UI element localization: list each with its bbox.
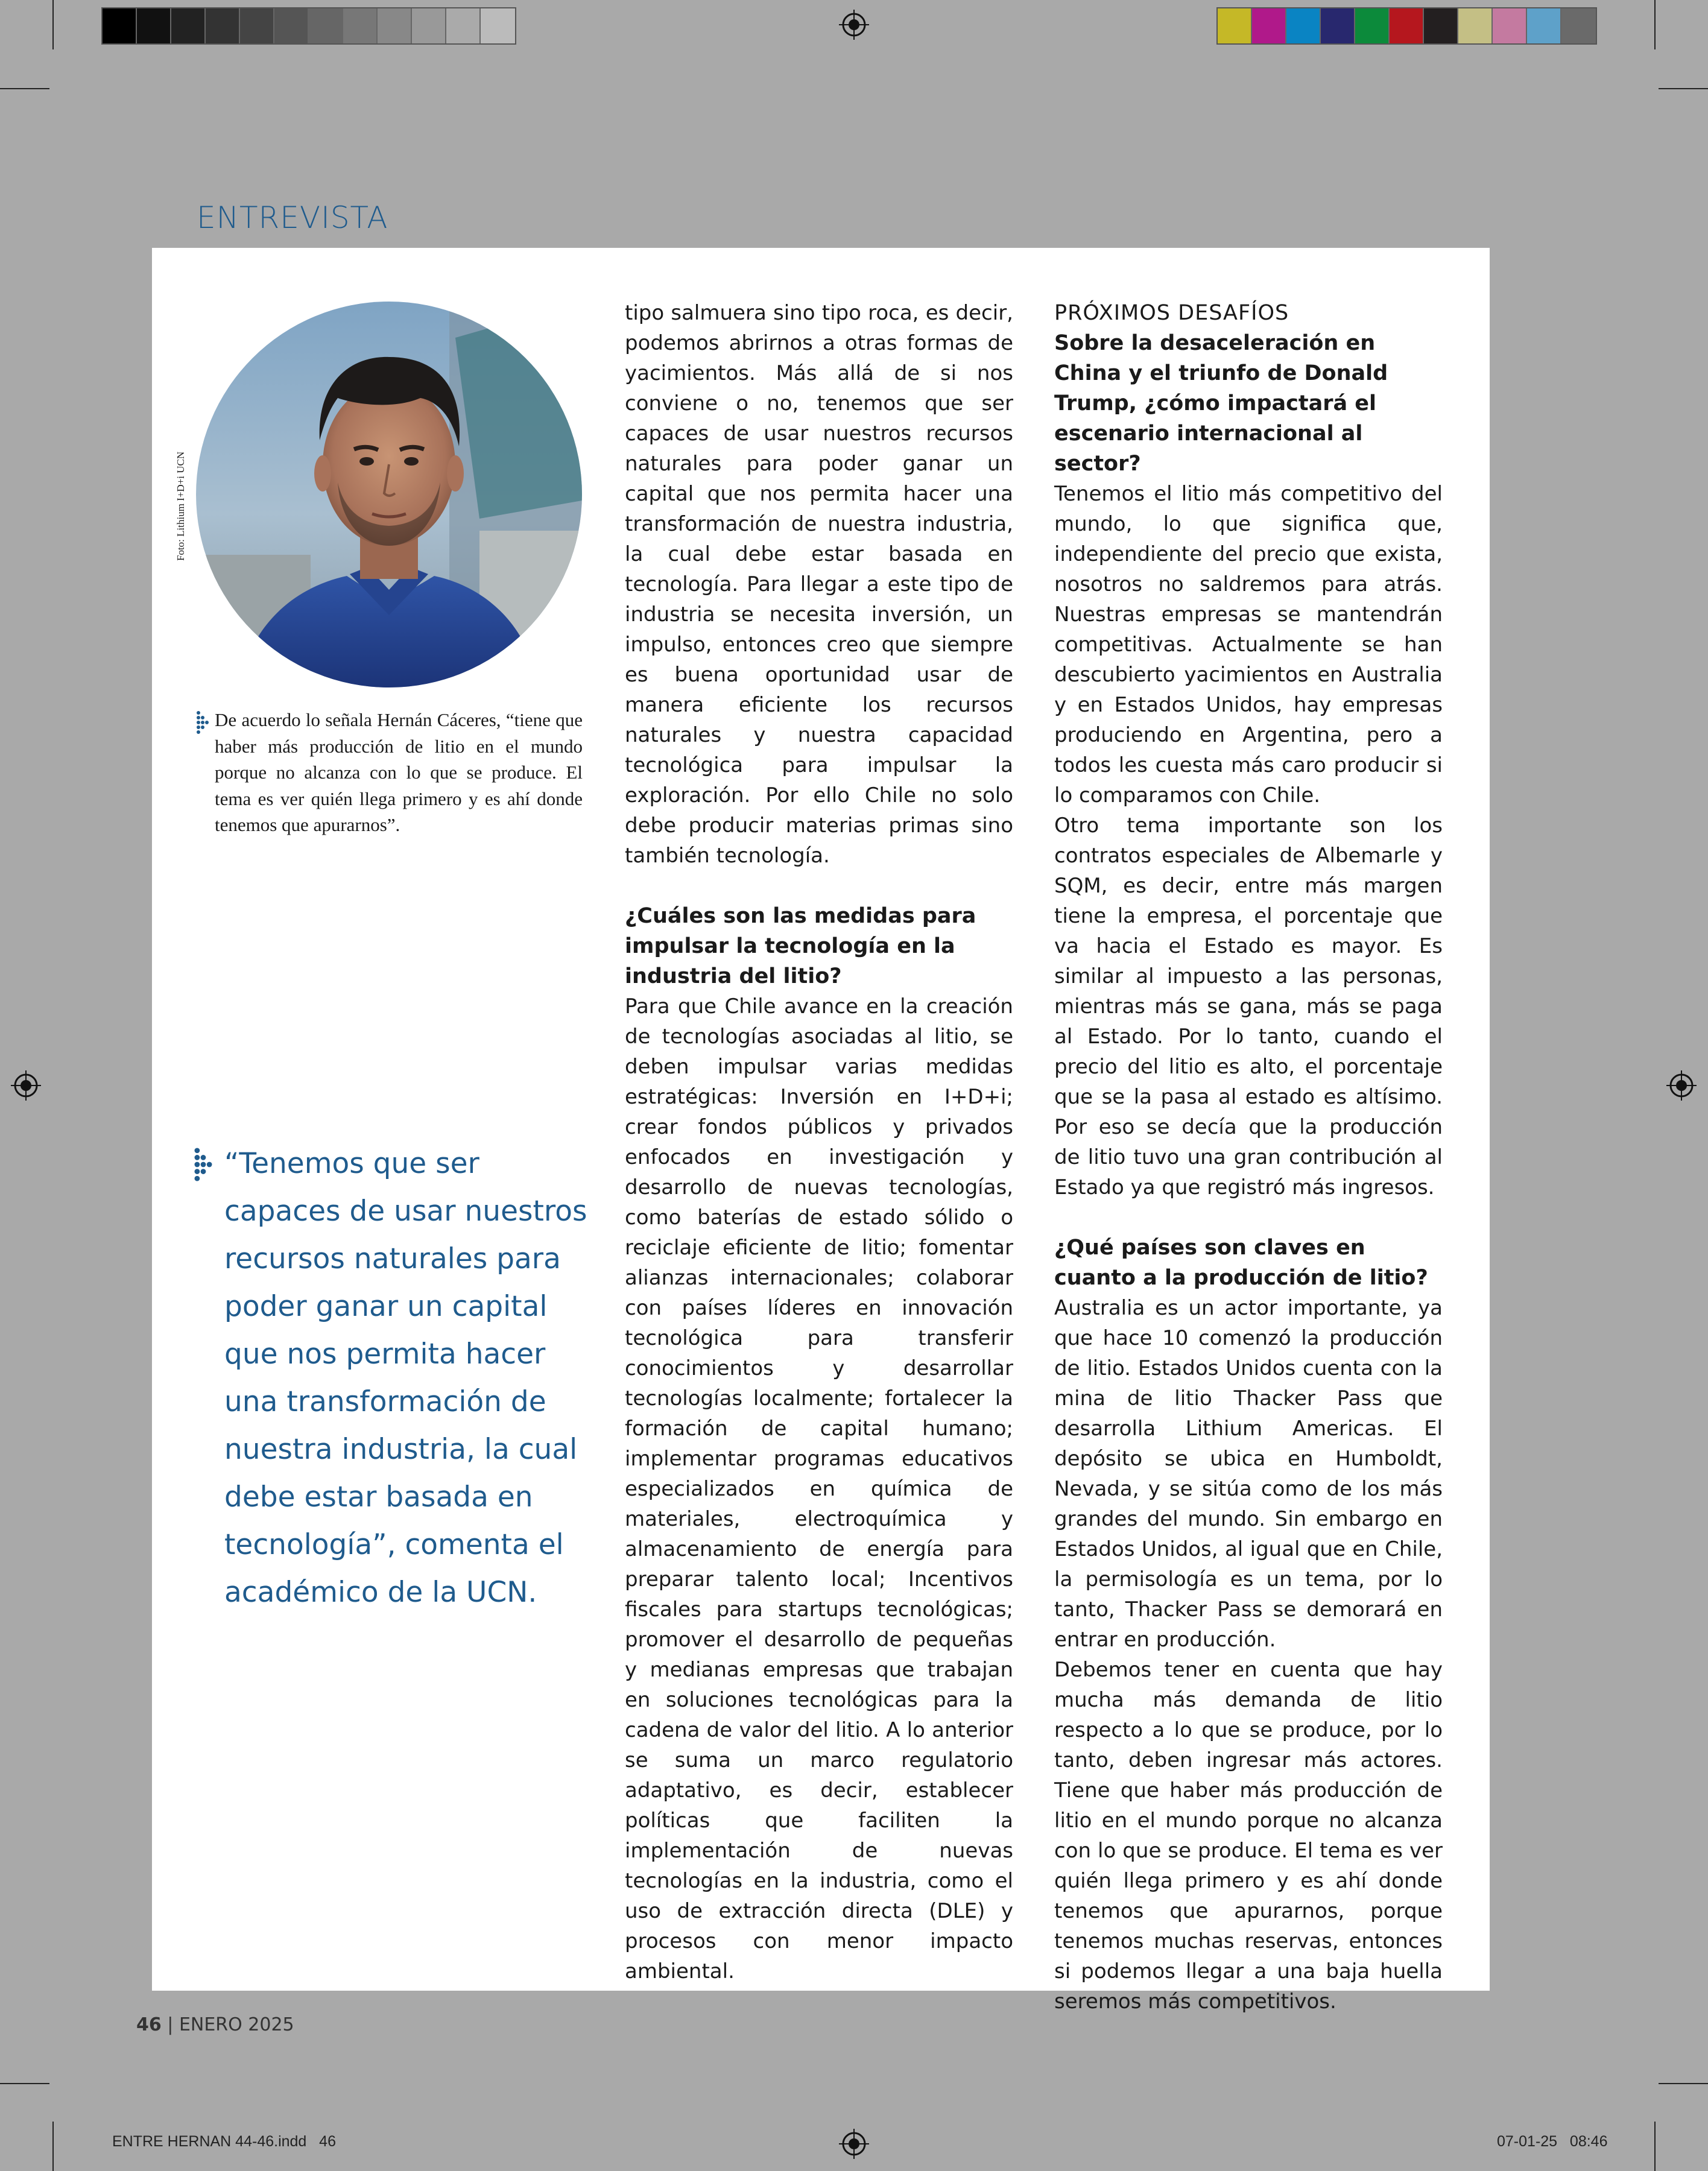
slug-timestamp: 07-01-25 08:46 xyxy=(1497,2133,1608,2150)
cmyk-color-bar xyxy=(1216,7,1597,45)
grayscale-color-bar xyxy=(101,7,516,45)
section-label: ENTREVISTA xyxy=(197,200,388,235)
color-swatch xyxy=(1321,8,1355,43)
registration-mark-icon xyxy=(11,1070,41,1101)
registration-mark-icon xyxy=(839,10,869,40)
photo-credit: Foto: Lithium I+D+i UCN xyxy=(175,451,186,561)
crop-mark xyxy=(1659,2083,1708,2084)
crop-mark xyxy=(0,88,49,89)
registration-mark-icon xyxy=(839,2129,869,2159)
gray-swatch xyxy=(274,8,309,43)
gray-swatch xyxy=(446,8,481,43)
dotted-arrow-bullet-icon xyxy=(197,710,209,735)
crop-mark xyxy=(52,0,54,49)
article-column-3 xyxy=(1054,298,1443,2017)
interview-question: ¿Cuáles son las medidas para impulsar la tecnología en la industria del litio? xyxy=(625,904,976,988)
gray-swatch xyxy=(137,8,171,43)
color-swatch xyxy=(1561,8,1596,43)
crop-mark xyxy=(1659,88,1708,89)
gray-swatch xyxy=(412,8,446,43)
body-paragraph: Debemos tener en cuenta que hay mucha más demanda de litio respecto a lo que se produce, por lo tanto, deben ingresar más actores. Tiene que haber más producción de litio en el mundo porque no alcanza con lo que se produce. El tema es ver quién llega primero y es ahí donde tenemos que apurarnos, porque tenemos muchas reservas, entonces si podemos llegar a una baja huella seremos más competitivos. xyxy=(1054,1658,1443,2014)
gray-swatch xyxy=(171,8,206,43)
gray-swatch xyxy=(309,8,343,43)
color-swatch xyxy=(1424,8,1458,43)
article-column-2 xyxy=(625,298,1013,1986)
gray-swatch xyxy=(378,8,412,43)
crop-mark xyxy=(52,2122,54,2171)
slug-filename: ENTRE HERNAN 44-46.indd 46 xyxy=(112,2133,336,2150)
gray-swatch xyxy=(103,8,137,43)
crop-mark xyxy=(0,2083,49,2084)
color-swatch xyxy=(1390,8,1424,43)
color-swatch xyxy=(1218,8,1252,43)
color-swatch xyxy=(1493,8,1527,43)
body-paragraph: Otro tema importante son los contratos especiales de Albemarle y SQM, es decir, entre más margen tiene la empresa, el porcentaje que va hacia el Estado es mayor. Es similar al impuesto a las personas, mientras más se gana, más se paga al Estado. Por lo tanto, cuando el precio del litio es alto, el porcentaje que se la pasa al estado es altísimo. Por eso se decía que la producción de litio tuvo una gran contribución al Estado ya que registró más ingresos. xyxy=(1054,814,1443,1199)
page-folio xyxy=(136,2014,294,2035)
color-swatch xyxy=(1286,8,1321,43)
interview-question: Sobre la desaceleración en China y el triunfo de Donald Trump, ¿cómo impactará el escenario internacional al sector? xyxy=(1054,331,1388,476)
body-paragraph: tipo salmuera sino tipo roca, es decir, podemos abrirnos a otras formas de yacimientos. Más allá de si nos conviene o no, tenemos que ser capaces de usar nuestros recursos naturales para poder ganar un capital que nos permita hacer una transformación de nuestra industria, la cual debe estar basada en tecnología. Para llegar a este tipo de industria se necesita inversión, un impulso, entonces creo que siempre es buena oportunidad usar de manera eficiente los recursos naturales y nuestra capacidad tecnológica para impulsar la exploración. Por ello Chile no solo debe producir materias primas sino también tecnología. xyxy=(625,301,1013,868)
gray-swatch xyxy=(343,8,378,43)
body-paragraph: Tenemos el litio más competitivo del mundo, lo que significa que, independiente del precio que exista, nosotros no saldremos para atrás. Nuestras empresas se mantendrán competitivas. Actualmente se han descubierto yacimientos en Australia y en Estados Unidos, hay empresas produciendo en Argentina, pero a todos les cuesta más caro producir si lo comparamos con Chile. xyxy=(1054,482,1443,807)
color-swatch xyxy=(1355,8,1390,43)
pull-quote: “Tenemos que ser capaces de usar nuestros recursos naturales para poder ganar un capital que nos permita hacer una transformación de nuestra industria, la cual debe estar basada en tecnología”, comenta el académico de la UCN. xyxy=(224,1147,587,1609)
gray-swatch xyxy=(206,8,240,43)
issue-date: ENERO 2025 xyxy=(179,2014,294,2035)
color-swatch xyxy=(1458,8,1493,43)
body-paragraph: Para que Chile avance en la creación de tecnologías asociadas al litio, se deben impulsar varias medidas estratégicas: Inversión en I+D+i; crear fondos públicos y privados enfocados en investigación y desarrollo de nuevas tecnologías, como baterías de estado sólido o reciclaje eficiente de litio; fomentar alianzas internacionales; colaborar con países líderes en innovación tecnológica para transferir conocimientos y desarrollar tecnologías localmente; fortalecer la formación de capital humano; implementar programas educativos especializados en química de materiales, electroquímica y almacenamiento de energía para preparar talento local; Incentivos fiscales para startups tecnológicas; promover el desarrollo de pequeñas y medianas empresas que trabajan en soluciones tecnológicas para la cadena de valor del litio. A lo anterior se suma un marco regulatorio adaptativo, es decir, establecer políticas que faciliten la implementación de nuevas tecnologías en la industria, como el uso de extracción directa (DLE) y procesos con menor impacto ambiental. xyxy=(625,994,1013,1983)
section-kicker: PRÓXIMOS DESAFÍOS xyxy=(1054,301,1289,325)
interview-question: ¿Qué países son claves en cuanto a la producción de litio? xyxy=(1054,1236,1428,1290)
crop-mark xyxy=(1654,0,1656,49)
page-number: 46 xyxy=(136,2014,162,2035)
color-swatch xyxy=(1527,8,1561,43)
color-swatch xyxy=(1252,8,1286,43)
photo-caption: De acuerdo lo señala Hernán Cáceres, “tiene que haber más producción de litio en el mundo porque no alcanza con lo que se produce. El tema es ver quién llega primero y es ahí donde tenemos que apurarnos”. xyxy=(215,709,583,835)
body-paragraph: Australia es un actor importante, ya que hace 10 comenzó la producción de litio. Estados Unidos cuenta con la mina de litio Thacker Pass que desarrolla Lithium Americas. El depósito se ubica en Humboldt, Nevada, y se sitúa como de los más grandes del mundo. Sin embargo en Estados Unidos, al igual que en Chile, la permisología es un tema, por lo tanto, Thacker Pass se demorará en entrar en producción. xyxy=(1054,1296,1443,1652)
gray-swatch xyxy=(481,8,515,43)
registration-mark-icon xyxy=(1666,1070,1697,1101)
crop-mark xyxy=(1654,2122,1656,2171)
gray-swatch xyxy=(240,8,274,43)
dotted-arrow-bullet-icon xyxy=(194,1147,212,1182)
interviewee-portrait xyxy=(196,302,582,687)
folio-separator: | xyxy=(167,2014,174,2035)
